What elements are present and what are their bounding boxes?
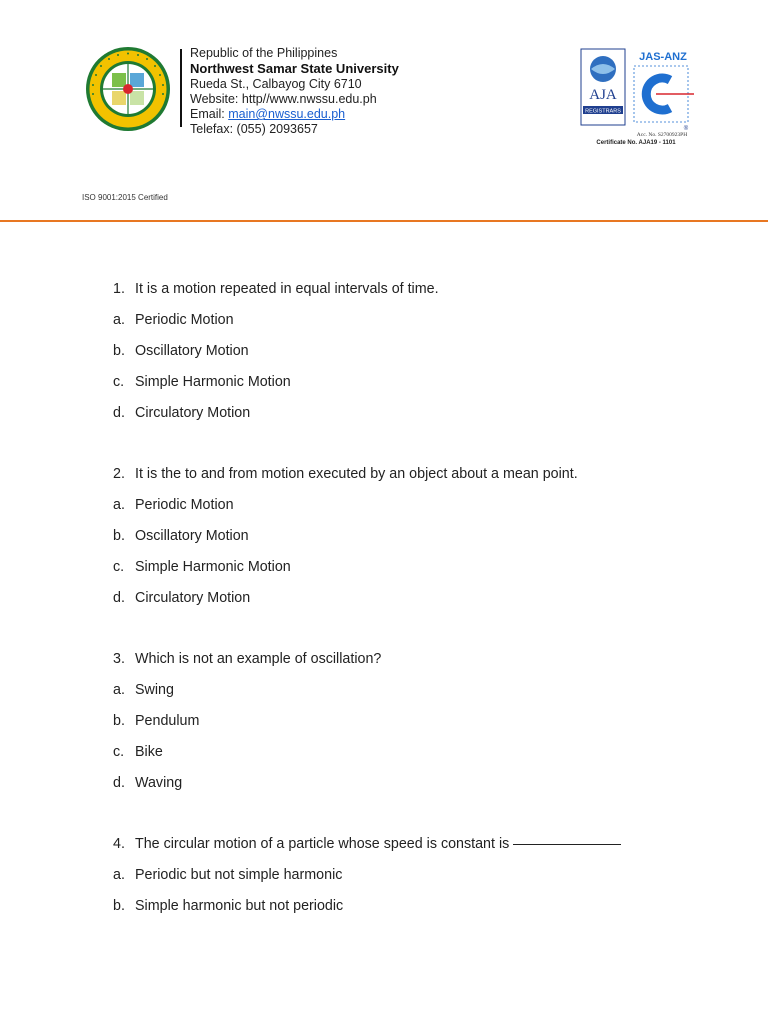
option-letter: b.	[113, 343, 125, 359]
option-row	[0, 744, 768, 775]
option-text: Periodic Motion	[135, 497, 234, 513]
option-letter: d.	[113, 775, 125, 791]
question-number: 2.	[113, 466, 125, 482]
option-letter: a.	[113, 312, 125, 328]
question-number: 1.	[113, 281, 125, 297]
option-letter: b.	[113, 528, 125, 544]
option-text: Oscillatory Motion	[135, 528, 249, 544]
option-text: Bike	[135, 744, 163, 760]
website-line: Website: http//www.nwssu.edu.ph	[190, 91, 377, 106]
svg-text:®: ®	[683, 126, 689, 132]
option-row	[0, 497, 768, 528]
option-letter: d.	[113, 590, 125, 606]
option-text: Pendulum	[135, 713, 200, 729]
question-block	[0, 836, 768, 929]
certificate-no-text: Certificate No. AJA19 - 1101	[596, 140, 676, 146]
question-block	[0, 466, 768, 621]
question-row	[0, 836, 768, 867]
option-row	[0, 867, 768, 898]
iso-certified-label: ISO 9001:2015 Certified	[82, 193, 168, 202]
option-text: Waving	[135, 775, 183, 791]
address-line: Rueda St., Calbayog City 6710	[190, 76, 362, 91]
option-text: Periodic Motion	[135, 312, 234, 328]
registrars-text: REGISTRARS	[585, 108, 621, 115]
option-letter: a.	[113, 682, 125, 698]
option-letter: c.	[113, 559, 125, 575]
question-row	[0, 281, 768, 312]
option-letter: a.	[113, 497, 125, 513]
option-row	[0, 343, 768, 374]
option-letter: b.	[113, 713, 125, 729]
question-row	[0, 466, 768, 497]
question-block	[0, 281, 768, 436]
option-row	[0, 374, 768, 405]
option-row	[0, 713, 768, 744]
option-row	[0, 898, 768, 929]
question-text: It is the to and from motion executed by an object about a mean point.	[135, 466, 578, 482]
header-divider	[180, 49, 182, 127]
question-block	[0, 651, 768, 806]
option-text: Simple Harmonic Motion	[135, 374, 291, 390]
question-number: 3.	[113, 651, 125, 667]
option-row	[0, 775, 768, 806]
option-row	[0, 559, 768, 590]
option-letter: b.	[113, 898, 125, 914]
question-text: Which is not an example of oscillation?	[135, 651, 382, 667]
header-rule	[0, 220, 768, 222]
question-text: It is a motion repeated in equal intervals of time.	[135, 281, 439, 297]
option-text: Simple harmonic but not periodic	[135, 898, 344, 914]
option-letter: c.	[113, 374, 125, 390]
acc-no-text: Acc. No. S2700923PH	[636, 132, 688, 138]
question-row	[0, 651, 768, 682]
option-text: Circulatory Motion	[135, 405, 251, 421]
header-block	[190, 46, 399, 138]
question-text: The circular motion of a particle whose speed is constant is	[135, 836, 510, 852]
email-label: Email:	[190, 107, 229, 122]
jas-anz-text: JAS-ANZ	[639, 51, 687, 63]
telefax-line: Telefax: (055) 2093657	[190, 122, 318, 137]
option-row	[0, 528, 768, 559]
quiz-questions	[0, 281, 768, 959]
republic-line: Republic of the Philippines	[190, 46, 338, 60]
option-text: Swing	[135, 682, 174, 698]
university-name: Northwest Samar State University	[190, 61, 399, 77]
option-letter: d.	[113, 405, 125, 421]
option-letter: a.	[113, 867, 125, 883]
option-row	[0, 312, 768, 343]
option-text: Circulatory Motion	[135, 590, 251, 606]
email-link[interactable]: main@nwssu.edu.ph	[228, 107, 346, 122]
option-text: Simple Harmonic Motion	[135, 559, 291, 575]
option-text: Oscillatory Motion	[135, 343, 249, 359]
option-row	[0, 405, 768, 436]
option-row	[0, 682, 768, 713]
question-number: 4.	[113, 836, 125, 852]
option-row	[0, 590, 768, 621]
email-line	[190, 107, 399, 122]
university-seal-logo	[85, 46, 171, 132]
aja-text: AJA	[589, 87, 617, 103]
certification-logo	[578, 46, 696, 146]
option-text: Periodic but not simple harmonic	[135, 867, 343, 883]
option-letter: c.	[113, 744, 125, 760]
answer-blank[interactable]	[513, 844, 621, 845]
